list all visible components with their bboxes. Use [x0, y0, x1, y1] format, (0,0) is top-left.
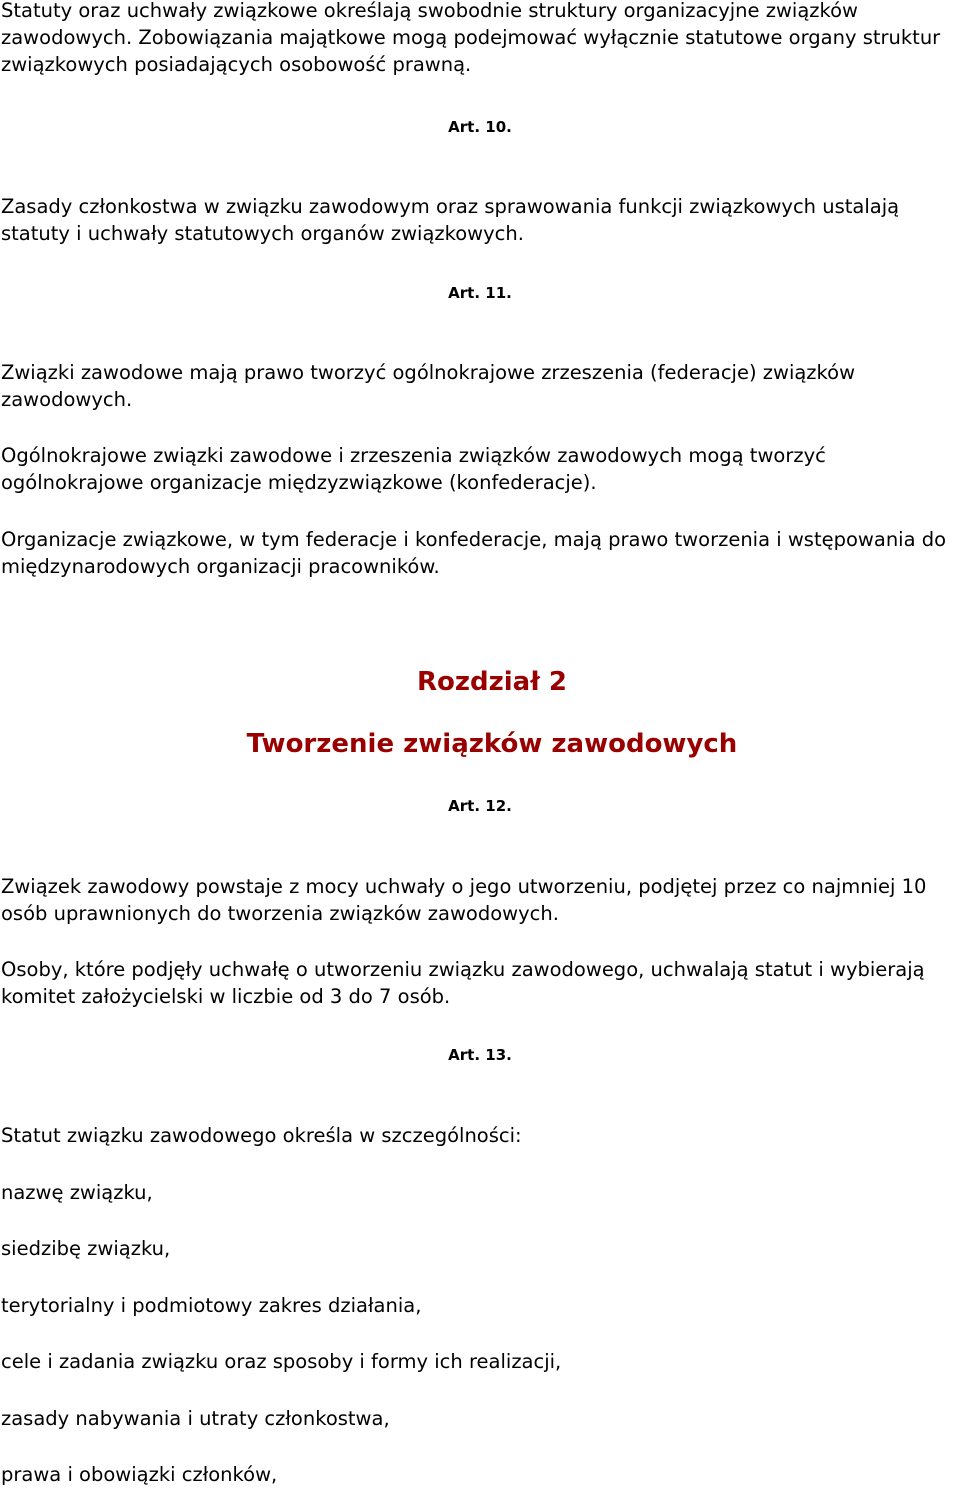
article-11-heading: Art. 11.: [448, 284, 512, 302]
list-item: zasady nabywania i utraty członkostwa,: [1, 1407, 390, 1430]
list-item: prawa i obowiązki członków,: [1, 1463, 278, 1486]
list-item: cele i zadania związku oraz sposoby i formy ich realizacji,: [1, 1350, 562, 1373]
list-item: siedzibę związku,: [1, 1237, 171, 1260]
article-11-paragraph-2: Ogólnokrajowe związki zawodowe i zrzeszenia związków zawodowych mogą tworzyć ogólnokrajowe organizacje międzyzwiązkowe (konfederacje).: [1, 444, 826, 494]
article-12-paragraph-1: Związek zawodowy powstaje z mocy uchwały o jego utworzeniu, podjętej przez co najmniej 10 osób uprawnionych do tworzenia związków zawodowych.: [1, 875, 927, 925]
article-11-paragraph-3: Organizacje związkowe, w tym federacje i konfederacje, mają prawo tworzenia i wstępowania do międzynarodowych organizacji pracowników.: [1, 528, 947, 578]
article-10-heading: Art. 10.: [448, 118, 512, 136]
article-10-paragraph: Zasady członkostwa w związku zawodowym oraz sprawowania funkcji związkowych ustalają statuty i uchwały statutowych organów związkowych.: [1, 195, 900, 245]
article-12-paragraph-2: Osoby, które podjęły uchwałę o utworzeniu związku zawodowego, uchwalają statut i wybierają komitet założycielski w liczbie od 3 do 7 osób.: [1, 958, 925, 1008]
article-12-heading: Art. 12.: [448, 797, 512, 815]
chapter-title: Tworzenie związków zawodowych: [246, 729, 738, 759]
article-13-heading: Art. 13.: [448, 1046, 512, 1064]
chapter-number: Rozdział 2: [416, 667, 567, 697]
intro-paragraph: Statuty oraz uchwały związkowe określają swobodnie struktury organizacyjne związków zawodowych. Zobowiązania majątkowe mogą podejmować wyłącznie statutowe organy struktur związkowych posiadających osobowość prawną.: [1, 0, 941, 76]
article-13-intro: Statut związku zawodowego określa w szczególności:: [1, 1124, 522, 1147]
list-item: nazwę związku,: [1, 1181, 153, 1204]
list-item: terytorialny i podmiotowy zakres działania,: [1, 1294, 422, 1317]
article-11-paragraph-1: Związki zawodowe mają prawo tworzyć ogólnokrajowe zrzeszenia (federacje) związków zawodowych.: [1, 361, 856, 411]
